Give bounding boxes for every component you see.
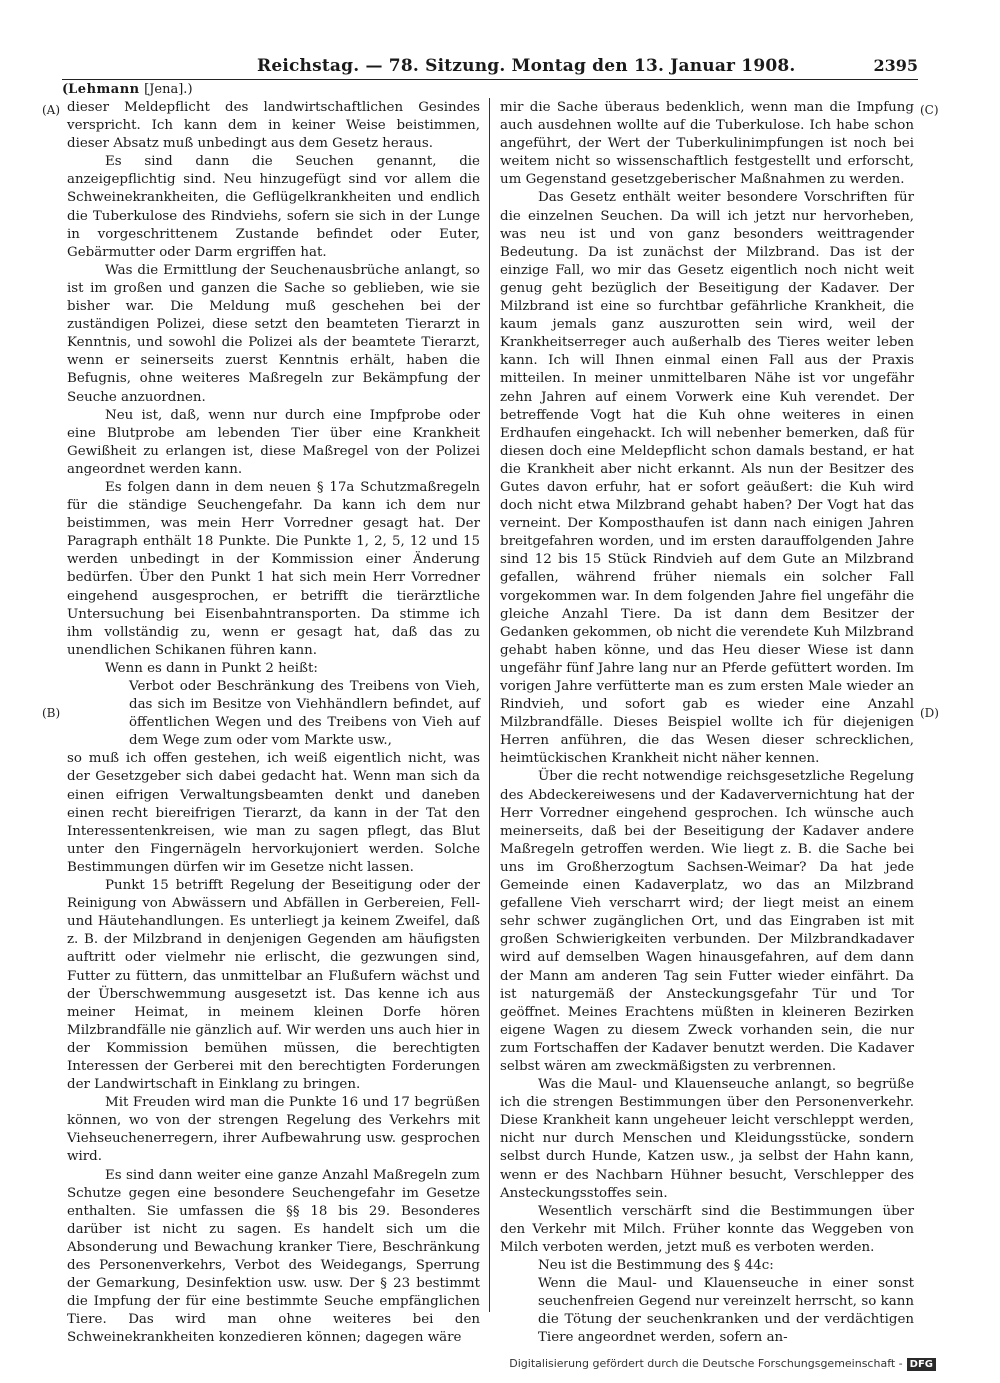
digitization-credit bbox=[509, 1357, 936, 1371]
paragraph: Wenn es dann in Punkt 2 heißt: bbox=[105, 660, 318, 676]
speaker-place: [Jena].) bbox=[144, 82, 193, 97]
paragraph: Wesentlich verschärft sind die Bestimmungen über den Verkehr mit Milch. Früher konnte das Weggeben von Milch verboten werden, jetzt muß es verboten werden. bbox=[500, 1203, 914, 1255]
column-divider bbox=[489, 98, 490, 1312]
margin-mark-a: (A) bbox=[42, 103, 61, 117]
paragraph: Was die Maul- und Klauenseuche anlangt, so begrüße ich die strengen Bestimmungen über den Personenverkehr. Diese Krankheit kann ungeheuer leicht verschleppt werden, nicht nur durch Menschen und Kleidungsstücke, sondern selbst durch Hunde, Katzen usw., ja selbst der Hahn kann, wenn er des Nachbarn Hühner besucht, Verschlepper des Ansteckungsstoffes sein. bbox=[500, 1077, 914, 1201]
paragraph: mir die Sache überaus bedenklich, wenn man die Impfung auch ausdehnen wollte auf die Tuberkulose. Ich habe schon angeführt, der Wert der Tuberkulinimpfungen ist noch bei weitem nicht so wissenschaftlich festgestellt und erforscht, um Gegenstand gesetzgeberischer Maßnahmen zu werden. bbox=[500, 100, 914, 188]
paragraph: Es folgen dann in dem neuen § 17a Schutzmaßregeln für die ständige Seuchengefahr. Da kann ich dem nur beistimmen, was mein Herr Vorredner gesagt hat. Der Paragraph enthält 18 Punkte. Die Punkte 1, 2, 5, 12 und 15 werden unbedingt in der Kommission einer Änderung bedürfen. Über den Punkt 1 hat sich mein Herr Vorredner eingehend ausgesprochen, er betrifft die tierärztliche Untersuchung bei Eisenbahntransporten. Da stimme ich ihm vollständig zu, wenn er gesagt hat, daß das zu unendlichen Schikanen führen kann. bbox=[67, 479, 480, 658]
paragraph: dieser Meldepflicht des landwirtschaftlichen Gesindes verspricht. Ich kann dem in keiner Weise beistimmen, dieser Absatz muß unbedingt aus dem Gesetz heraus. bbox=[67, 100, 480, 152]
right-column bbox=[500, 99, 914, 1347]
margin-mark-d: (D) bbox=[920, 706, 939, 720]
footer-text: Digitalisierung gefördert durch die Deutsche Forschungsgemeinschaft - bbox=[509, 1357, 903, 1370]
paragraph: Neu ist die Bestimmung des § 44c: bbox=[538, 1258, 774, 1273]
paragraph: Es sind dann weiter eine ganze Anzahl Maßregeln zum Schutze gegen eine besondere Seuchengefahr im Gesetze enthalten. Sie umfassen die §§ 18 bis 29. Besonderes darüber ist nicht zu sagen. Es handelt sich um die Absonderung und Bewachung kranker Tiere, Beschränkung des Personenverkehrs, Verbot des Weidegangs, Sperrung der Gemarkung, Desinfektion usw. usw. Der § 23 bestimmt die Impfung der für eine bestimmte Seuche empfänglichen Tiere. Das wird man ohne weiteres bei den Schweinekrankheiten konzedieren können; dagegen wäre bbox=[67, 1167, 480, 1346]
dfg-logo: DFG bbox=[907, 1358, 936, 1371]
speaker-prefix: ( bbox=[62, 82, 69, 97]
paragraph: Das Gesetz enthält weiter besondere Vorschriften für die einzelnen Seuchen. Da will ich jetzt nur hervorheben, was neu ist und von ganz besonders weittragender Bedeutung. Da ist zunächst der Milzbrand. Das ist der einzige Fall, wo mir das Gesetz eigentlich noch nicht weit genug geht bezüglich der Beseitigung der Kadaver. Der Milzbrand ist eine so furchtbar gefährliche Krankheit, die kaum jemals ganz auszurotten sein wird, weil der Krankheitserreger auch außerhalb des Tieres weiter leben kann. Ich will Ihnen einmal einen Fall aus der Praxis mitteilen. In meiner unmittelbaren Nähe ist vor ungefähr zehn Jahren auf einem Vorwerk eine Kuh verendet. Der betreffende Vogt hat die Kuh ohne weiteres in einen Erdhaufen eingehackt. Ich will nebenher bemerken, daß für diesen doch eine Meldepflicht schon damals bestand, er hat die Krankheit aber nicht erkannt. Als nun der Besitzer des Gutes davon erfuhr, hat er sofort geäußert: die Kuh wird doch nicht etwa Milzbrand gehabt haben? Der Vogt hat das verneint. Der Komposthaufen ist dann nach einigen Jahren breitgefahren worden, und im ersten darauffolgenden Jahre sind 12 bis 15 Stück Rindvieh auf dem Gute an Milzbrand gefallen, während früher niemals ein solcher Fall vorgekommen war. In dem folgenden Jahre fiel ungefähr die gleiche Anzahl Tiere. Da ist dann dem Besitzer der Gedanken gekommen, ob nicht die verendete Kuh Milzbrand gehabt haben könne, und das Heu dieser Wiese ist dann ungefähr fünf Jahre lang nur an Pferde gefüttert worden. Im vorigen Jahre verfütterte man es zum ersten Male wieder an Rindvieh, und sofort gab es wieder eine Anzahl Milzbrandfälle. Dieses Beispiel wollte ich für diejenigen Herren anführen, die das Wesen dieser schrecklichen, heimtückischen Krankheit nicht näher kennen. bbox=[500, 190, 914, 767]
paragraph: Mit Freuden wird man die Punkte 16 und 17 begrüßen können, wo von der strengen Regelung des Verkehrs mit Viehseuchenerregern, ihrer Aufbewahrung usw. gesprochen wird. bbox=[67, 1095, 480, 1165]
paragraph: Über die recht notwendige reichsgesetzliche Regelung des Abdeckereiwesens und der Kadaververnichtung hat der Herr Vorredner eingehend gesprochen. Ich wünsche auch meinerseits, daß bei der Beseitigung der Kadaver andere Maßregeln getroffen werden. Wie liegt z. B. die Sache bei uns im Großherzogtum Sachsen-Weimar? Da hat jede Gemeinde einen Kadaverplatz, wo das an Milzbrand gefallene Vieh verscharrt wird; der liegt meist an einem sehr schwer zugänglichen Ort, und das Eingraben ist mit großen Schwierigkeiten verbunden. Der Milzbrandkadaver wird auf demselben Wagen hinausgefahren, auf dem dann der Mann am anderen Tag sein Futter wieder einfährt. Da ist naturgemäß der Ansteckungsgefahr Tür und Tor geöffnet. Meines Erachtens müßten in kleineren Bezirken eigene Wagen zu diesem Zweck vorhanden sein, die nur zum Fortschaffen der Kadaver benutzt werden. Die Kadaver selbst wären am zweckmäßigsten zu verbrennen. bbox=[500, 769, 914, 1074]
header-rule bbox=[62, 79, 918, 80]
paragraph: Neu ist, daß, wenn nur durch eine Impfprobe oder eine Blutprobe am lebenden Tier über eine Krankheit Gewißheit zu erlangen ist, diese Maßregel von der Polizei angeordnet werden kann. bbox=[67, 407, 480, 477]
quoted-law-text: Verbot oder Beschränkung des Treibens von Vieh, das sich im Besitze von Viehhändlern befindet, auf öffentlichen Wegen und des Treibens von Vieh auf dem Wege zum oder vom Markte usw., bbox=[129, 679, 480, 749]
paragraph: Es sind dann die Seuchen genannt, die anzeigepflichtig sind. Neu hinzugefügt sind vor allem die Schweinekrankheiten, die Geflügelkrankheiten und endlich die Tuberkulose des Rindviehs, sofern sie sich in der Lunge in vorgeschrittenem Zustande befindet oder Euter, Gebärmutter oder Darm ergriffen hat. bbox=[67, 154, 480, 260]
left-column bbox=[67, 99, 480, 1347]
margin-mark-c: (C) bbox=[920, 103, 939, 117]
paragraph: Punkt 15 betrifft Regelung der Beseitigung oder der Reinigung von Abwässern und Abfällen in Gerbereien, Fell- und Häutehandlungen. Es unterliegt ja keinem Zweifel, daß z. B. der Milzbrand in denjenigen Gegenden am häufigsten auftritt oder vielmehr nie erlischt, die gezwungen sind, Futter zu füttern, das unmittelbar an Flußufern wächst und der Überschwemmung ausgesetzt ist. Das kenne ich aus meiner Heimat, in meinem kleinen Dorfe hören Milzbrandfälle nie gänzlich auf. Wir werden uns auch hier in der Kommission bemühen müssen, die berechtigten Interessen der Gerberei mit den berechtigten Forderungen der Landwirtschaft in Einklang zu bringen. bbox=[67, 878, 480, 1093]
paragraph: so muß ich offen gestehen, ich weiß eigentlich nicht, was der Gesetzgeber sich dabei gedacht hat. Wenn man sich da einen eifrigen Verwaltungsbeamten denkt und daneben einen recht biereifrigen Tierarzt, da kann in der Tat den Interessentenkreisen, wie man zu sagen pflegt, das Blut unter den Fingernägeln hervorkujoniert werden. Solche Bestimmungen dürfen wir im Gesetze nicht lassen. bbox=[67, 751, 480, 875]
margin-mark-b: (B) bbox=[42, 706, 61, 720]
page-number: 2395 bbox=[873, 56, 918, 75]
page-header bbox=[62, 56, 918, 76]
paragraph: Was die Ermittlung der Seuchenausbrüche anlangt, so ist im großen und ganzen die Sache so geblieben, wie sie bisher war. Die Meldung muß geschehen bei der zuständigen Polizei, diese setzt den beamteten Tierarzt in Kenntnis, und sowohl die Polizei als der beamtete Tierarzt, wenn er seinerseits zuerst Kenntnis erhält, haben die Befugnis, ohne weiteres Maßregeln zur Bekämpfung der Seuche anzuordnen. bbox=[67, 262, 480, 405]
quoted-law-text: Wenn die Maul- und Klauenseuche in einer sonst seuchenfreien Gegend nur vereinzelt herrscht, so kann die Tötung der seuchenkranken und der verdächtigen Tiere angeordnet werden, sofern an- bbox=[538, 1276, 914, 1346]
header-title: Reichstag. — 78. Sitzung. Montag den 13. Januar 1908. bbox=[257, 56, 796, 76]
speaker-name: Lehmann bbox=[68, 82, 140, 97]
speaker-attribution bbox=[62, 82, 193, 97]
